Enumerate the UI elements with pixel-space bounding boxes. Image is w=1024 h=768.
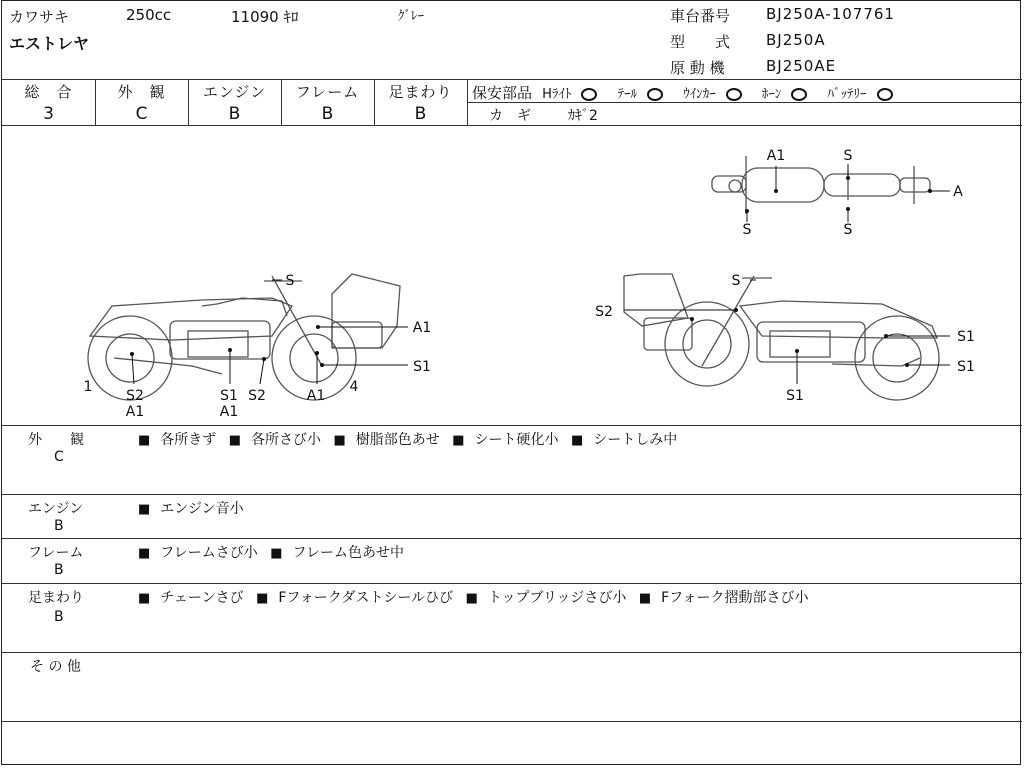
safety-part-label: Hﾗｲﾄ — [542, 87, 572, 102]
remark-label: 外 観 — [28, 432, 84, 448]
mark-label: S1 — [786, 388, 804, 404]
remark-item: ■ 各所さび小 — [229, 432, 321, 448]
mark-label: S2 — [595, 304, 613, 320]
safety-part-winker — [683, 87, 742, 102]
remark-item: ■ チェーンさび — [138, 590, 244, 606]
mark-label: S — [742, 222, 752, 238]
remark-item: ■ 樹脂部色あせ — [334, 432, 440, 448]
bike-top-view-icon — [712, 156, 930, 214]
remark-item: ■ シートしみ中 — [571, 432, 677, 448]
remark-grade: B — [54, 518, 64, 534]
divider — [2, 425, 1022, 426]
grade-frame — [281, 81, 374, 124]
divider — [2, 652, 1022, 653]
mark-label: A1 — [219, 404, 239, 420]
remark-item: ■ Fフォーク摺動部さび小 — [639, 590, 809, 606]
remark-item: ■ エンジン音小 — [138, 501, 244, 517]
remark-label: フレーム — [28, 545, 84, 561]
safety-parts-label: 保安部品 — [472, 84, 533, 102]
mark-label: A1 — [306, 388, 326, 404]
safety-part-label: ｳｲﾝｶｰ — [683, 87, 716, 102]
mark-label: S1 — [957, 359, 975, 375]
ok-circle-icon — [726, 88, 742, 101]
safety-part-label: ﾎｰﾝ — [761, 87, 782, 102]
grade-label: 外 観 — [117, 83, 166, 101]
displacement: 250cc — [126, 6, 172, 24]
ok-circle-icon — [647, 88, 663, 101]
grade-suspension — [374, 81, 467, 124]
safety-parts — [472, 82, 899, 103]
grade-overall — [2, 81, 95, 124]
key-label: カ ギ — [489, 108, 531, 124]
grade-value: 3 — [43, 104, 54, 124]
remark-item: ■ フレーム色あせ中 — [270, 545, 404, 561]
remark-items — [138, 429, 677, 449]
safety-part-battery — [828, 87, 893, 102]
remark-item: ■ シート硬化小 — [452, 432, 558, 448]
type-value: BJ250A — [766, 31, 826, 49]
safety-part-label: ﾊﾞｯﾃﾘｰ — [827, 87, 867, 102]
grade-value: C — [135, 104, 148, 124]
safety-part-label: ﾃｰﾙ — [617, 87, 638, 102]
grade-label: 足まわり — [388, 83, 453, 101]
remark-grade: B — [54, 562, 64, 578]
remark-items — [138, 587, 808, 607]
damage-diagram — [2, 126, 1022, 426]
mark-label: S — [843, 148, 853, 164]
remark-item: ■ 各所きず — [138, 432, 216, 448]
remark-grade: C — [54, 449, 64, 465]
grade-value: B — [414, 104, 427, 124]
model-name: エストレヤ — [9, 34, 90, 53]
remark-items — [138, 542, 404, 562]
grade-value: B — [321, 104, 334, 124]
remark-item: ■ フレームさび小 — [138, 545, 258, 561]
type-label: 型 式 — [670, 33, 731, 51]
remark-item: ■ トップブリッジさび小 — [466, 590, 627, 606]
engine-value: BJ250AE — [766, 57, 837, 75]
safety-part-horn — [762, 87, 808, 102]
safety-part-headlight — [542, 87, 597, 102]
mark-label: S1 — [957, 329, 975, 345]
engine-label: 原 動 機 — [670, 59, 725, 77]
grade-engine — [188, 81, 281, 124]
grade-label: 総 合 — [24, 83, 73, 101]
grade-label: フレーム — [295, 83, 360, 101]
ok-circle-icon — [791, 88, 807, 101]
mark-label: A — [953, 184, 963, 200]
remark-label: エンジン — [28, 501, 84, 517]
mark-label: S2 — [248, 388, 266, 404]
bike-right-view-icon — [624, 274, 939, 400]
remark-label: そ の 他 — [30, 659, 81, 675]
grade-label: エンジン — [202, 83, 267, 101]
mileage: 11090 ｷﾛ — [231, 8, 299, 26]
grade-exterior — [95, 81, 188, 124]
remark-item: ■ Fフォークダストシールひび — [256, 590, 453, 606]
remark-grade: B — [54, 609, 64, 625]
mark-label: S1 — [220, 388, 238, 404]
maker: カワサキ — [9, 8, 70, 26]
frame-number: BJ250A-107761 — [766, 5, 895, 23]
grade-value: B — [228, 104, 241, 124]
mark-label: 4 — [349, 379, 359, 395]
mark-label: A1 — [766, 148, 786, 164]
mark-label: S — [731, 273, 741, 289]
inspection-sheet — [1, 0, 1021, 765]
divider — [2, 79, 1022, 80]
remark-label: 足まわり — [28, 590, 84, 606]
mark-label: A1 — [125, 404, 145, 420]
mark-label: S1 — [413, 359, 431, 375]
mark-label: S — [843, 222, 853, 238]
remark-items — [138, 498, 244, 518]
color: ｸﾞﾚｰ — [398, 9, 424, 24]
divider — [2, 583, 1022, 584]
ok-circle-icon — [581, 88, 597, 101]
mark-label: S — [285, 273, 295, 289]
ok-circle-icon — [877, 88, 893, 101]
frame-number-label: 車台番号 — [670, 7, 731, 25]
divider — [2, 538, 1022, 539]
safety-part-tail — [618, 87, 664, 102]
mark-label: S2 — [126, 388, 144, 404]
divider — [2, 721, 1022, 722]
key-value: ｶｷﾞ2 — [568, 108, 598, 124]
mark-label: 1 — [83, 379, 93, 395]
divider — [2, 494, 1022, 495]
mark-label: A1 — [412, 320, 432, 336]
